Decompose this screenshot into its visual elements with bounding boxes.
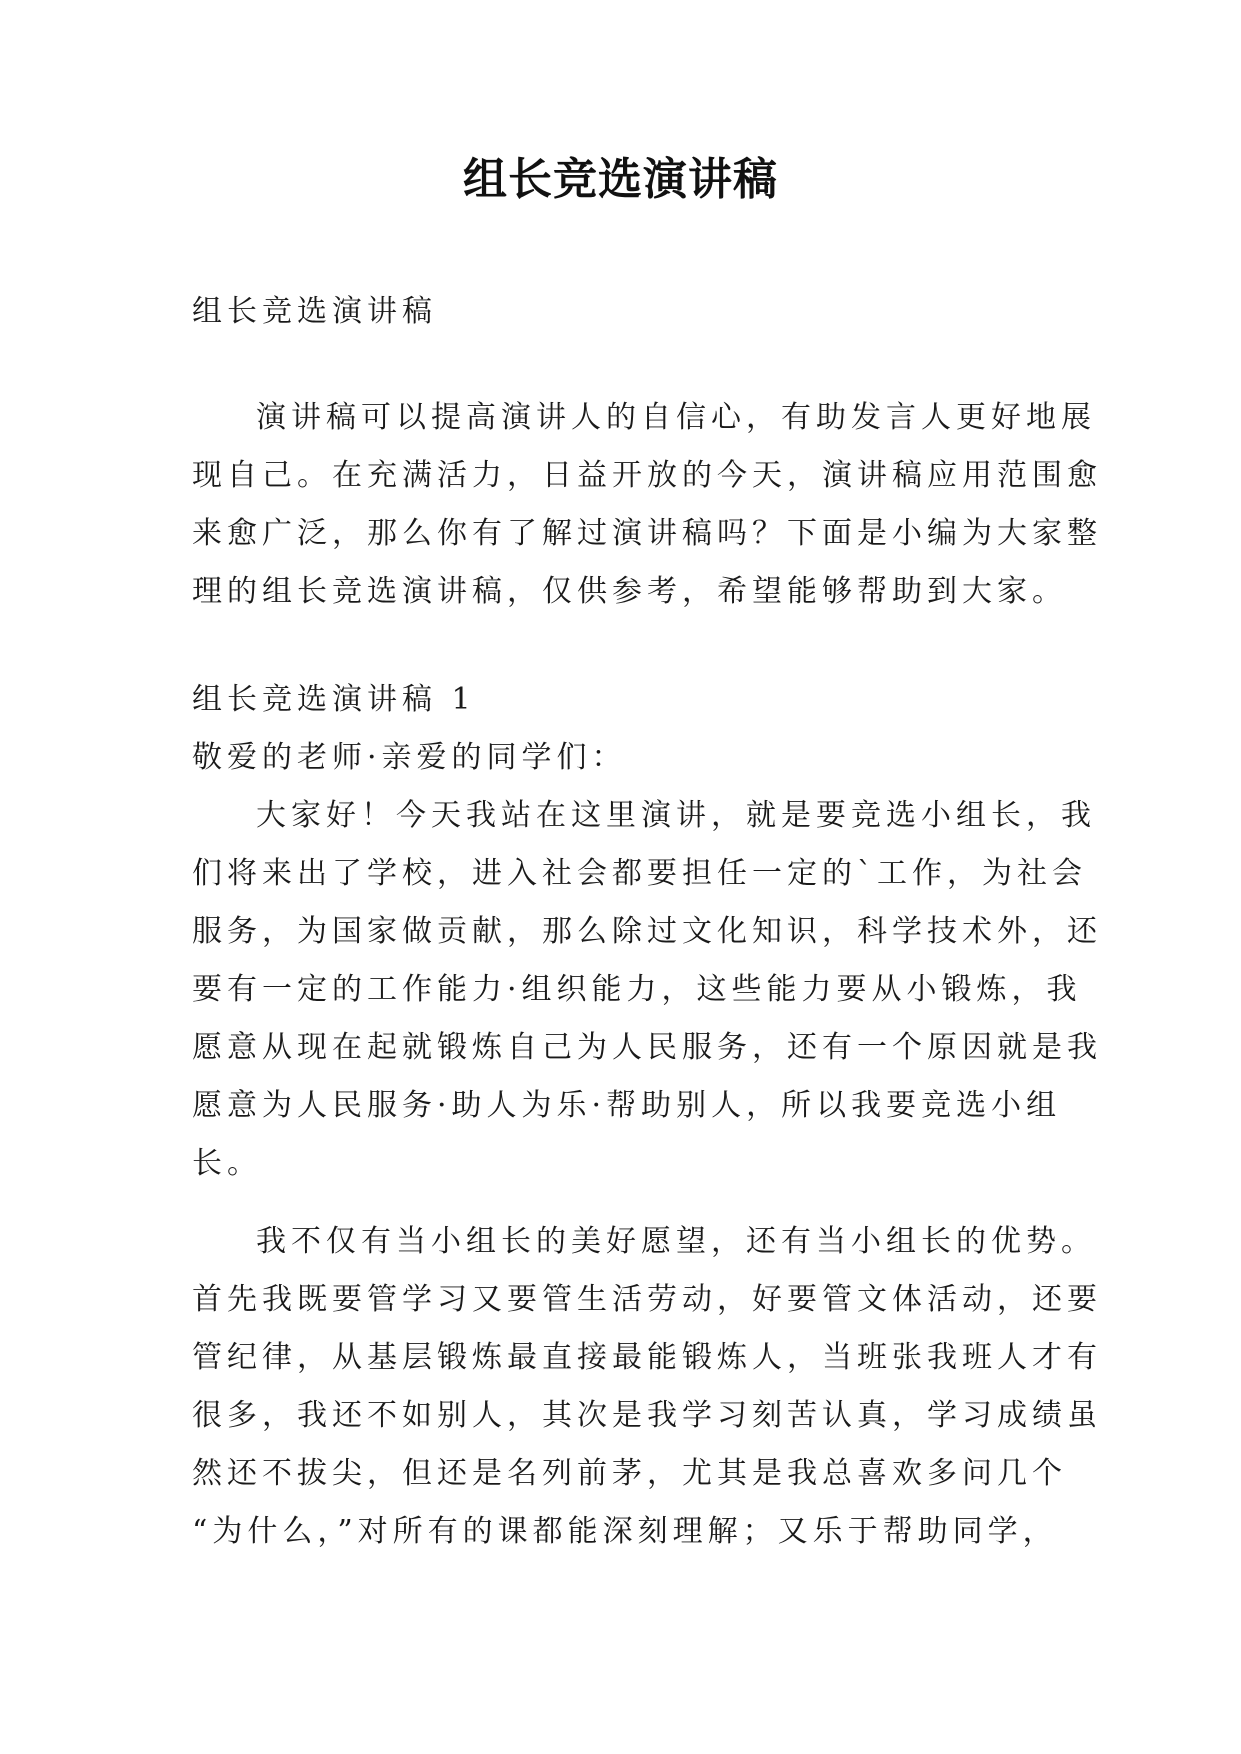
paragraph-line: 管纪律，从基层锻炼最直接最能锻炼人，当班张我班人才有 xyxy=(192,1340,1102,1375)
subtitle: 组长竞选演讲稿 xyxy=(192,294,437,329)
paragraph-line: 很多，我还不如别人，其次是我学习刻苦认真，学习成绩虽 xyxy=(192,1398,1102,1433)
paragraph-line: 们将来出了学校，进入社会都要担任一定的`工作，为社会 xyxy=(192,856,1087,891)
paragraph-line: 然还不拔尖，但还是名列前茅，尤其是我总喜欢多问几个 xyxy=(192,1456,1067,1491)
paragraph-line: “为什么，”对所有的课都能深刻理解；又乐于帮助同学， xyxy=(192,1514,1058,1549)
paragraph-line: 首先我既要管学习又要管生活劳动，好要管文体活动，还要 xyxy=(192,1282,1102,1317)
document-title: 组长竞选演讲稿 xyxy=(463,154,778,205)
paragraph-line: 愿意为人民服务·助人为乐·帮助别人，所以我要竞选小组 xyxy=(192,1088,1062,1123)
intro-line: 来愈广泛，那么你有了解过演讲稿吗？下面是小编为大家整 xyxy=(192,516,1102,551)
salutation: 敬爱的老师·亲爱的同学们： xyxy=(192,740,627,775)
section-heading: 组长竞选演讲稿 1 xyxy=(192,682,476,717)
paragraph-line: 愿意从现在起就锻炼自己为人民服务，还有一个原因就是我 xyxy=(192,1030,1102,1065)
paragraph-line: 要有一定的工作能力·组织能力，这些能力要从小锻炼，我 xyxy=(192,972,1082,1007)
intro-line: 现自己。在充满活力，日益开放的今天，演讲稿应用范围愈 xyxy=(192,458,1102,493)
intro-line: 演讲稿可以提高演讲人的自信心，有助发言人更好地展 xyxy=(256,400,1096,435)
intro-line: 理的组长竞选演讲稿，仅供参考，希望能够帮助到大家。 xyxy=(192,574,1067,609)
paragraph-line: 我不仅有当小组长的美好愿望，还有当小组长的优势。 xyxy=(256,1224,1096,1259)
paragraph-line: 长。 xyxy=(192,1146,262,1181)
paragraph-line: 大家好！今天我站在这里演讲，就是要竞选小组长，我 xyxy=(256,798,1096,833)
paragraph-line: 服务，为国家做贡献，那么除过文化知识，科学技术外，还 xyxy=(192,914,1102,949)
